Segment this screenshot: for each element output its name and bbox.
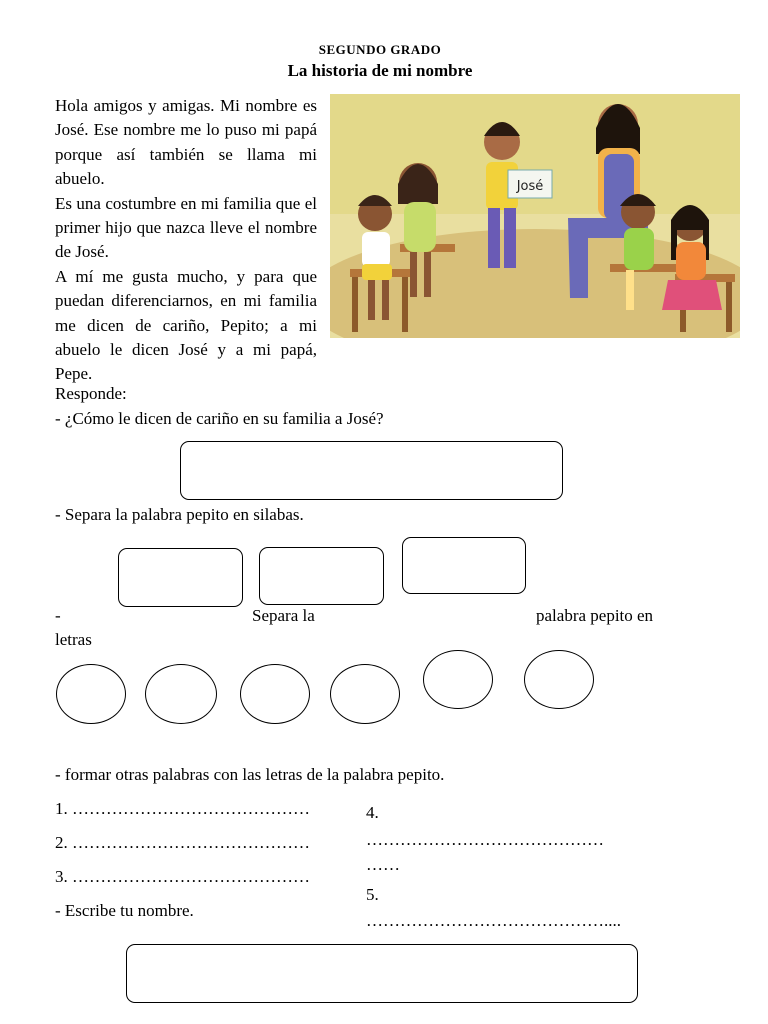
letter-circle-1[interactable] [56, 664, 126, 724]
letter-circle-2[interactable] [145, 664, 217, 724]
letter-circle-4[interactable] [330, 664, 400, 724]
question-5: - Escribe tu nombre. [55, 901, 194, 920]
story-paragraph-3: A mí me gusta mucho, y para que puedan diferenciarnos, en mi familia me dicen de cariño, Pepito; a mi abuelo le dicen José y a mi papá, Pepe. [55, 266, 317, 384]
question-3-part-b: palabra pepito en [536, 606, 654, 625]
sign-text: José [516, 179, 544, 194]
syllable-box-2[interactable] [259, 547, 384, 605]
answer-4-number: 4. [366, 803, 379, 822]
story-paragraph-1: Hola amigos y amigas. Mi nombre es José. Ese nombre me lo puso mi papá porque así también se llama mi abuelo. [55, 96, 317, 189]
answer-5-number: 5. [366, 885, 379, 904]
question-3-dash: - [55, 606, 61, 625]
answer-line-4-tail[interactable]: …… [366, 855, 400, 874]
letter-circle-6[interactable] [524, 650, 594, 709]
grade-label: SEGUNDO GRADO [318, 42, 442, 57]
answer-line-1[interactable]: 1. …………………………………… [55, 799, 310, 818]
answer-line-4[interactable]: …………………………………… [366, 830, 604, 849]
question-4: - formar otras palabras con las letras de la palabra pepito. [55, 765, 445, 784]
syllable-box-3[interactable] [402, 537, 526, 594]
story-paragraph-2: Es una costumbre en mi familia que el primer hijo que nazca lleve el nombre de José. [55, 193, 317, 262]
letter-circle-3[interactable] [240, 664, 310, 724]
question-2: - Separa la palabra pepito en silabas. [55, 505, 304, 524]
question-3-part-c: letras [55, 630, 92, 649]
letter-circle-5[interactable] [423, 650, 493, 709]
answer-line-3[interactable]: 3. …………………………………… [55, 867, 310, 886]
responde-label: Responde: [55, 384, 127, 403]
nickname-answer-box[interactable] [180, 441, 563, 500]
classroom-illustration [330, 94, 740, 338]
syllable-box-1[interactable] [118, 548, 243, 607]
answer-line-2[interactable]: 2. …………………………………… [55, 833, 310, 852]
question-1: - ¿Cómo le dicen de cariño en su familia a José? [55, 409, 384, 428]
name-answer-box[interactable] [126, 944, 638, 1003]
answer-line-5[interactable]: …………………………………….... [366, 911, 621, 930]
page-title: La historia de mi nombre [287, 61, 473, 80]
story-text [55, 94, 317, 387]
question-3-part-a: Separa la [252, 606, 315, 625]
